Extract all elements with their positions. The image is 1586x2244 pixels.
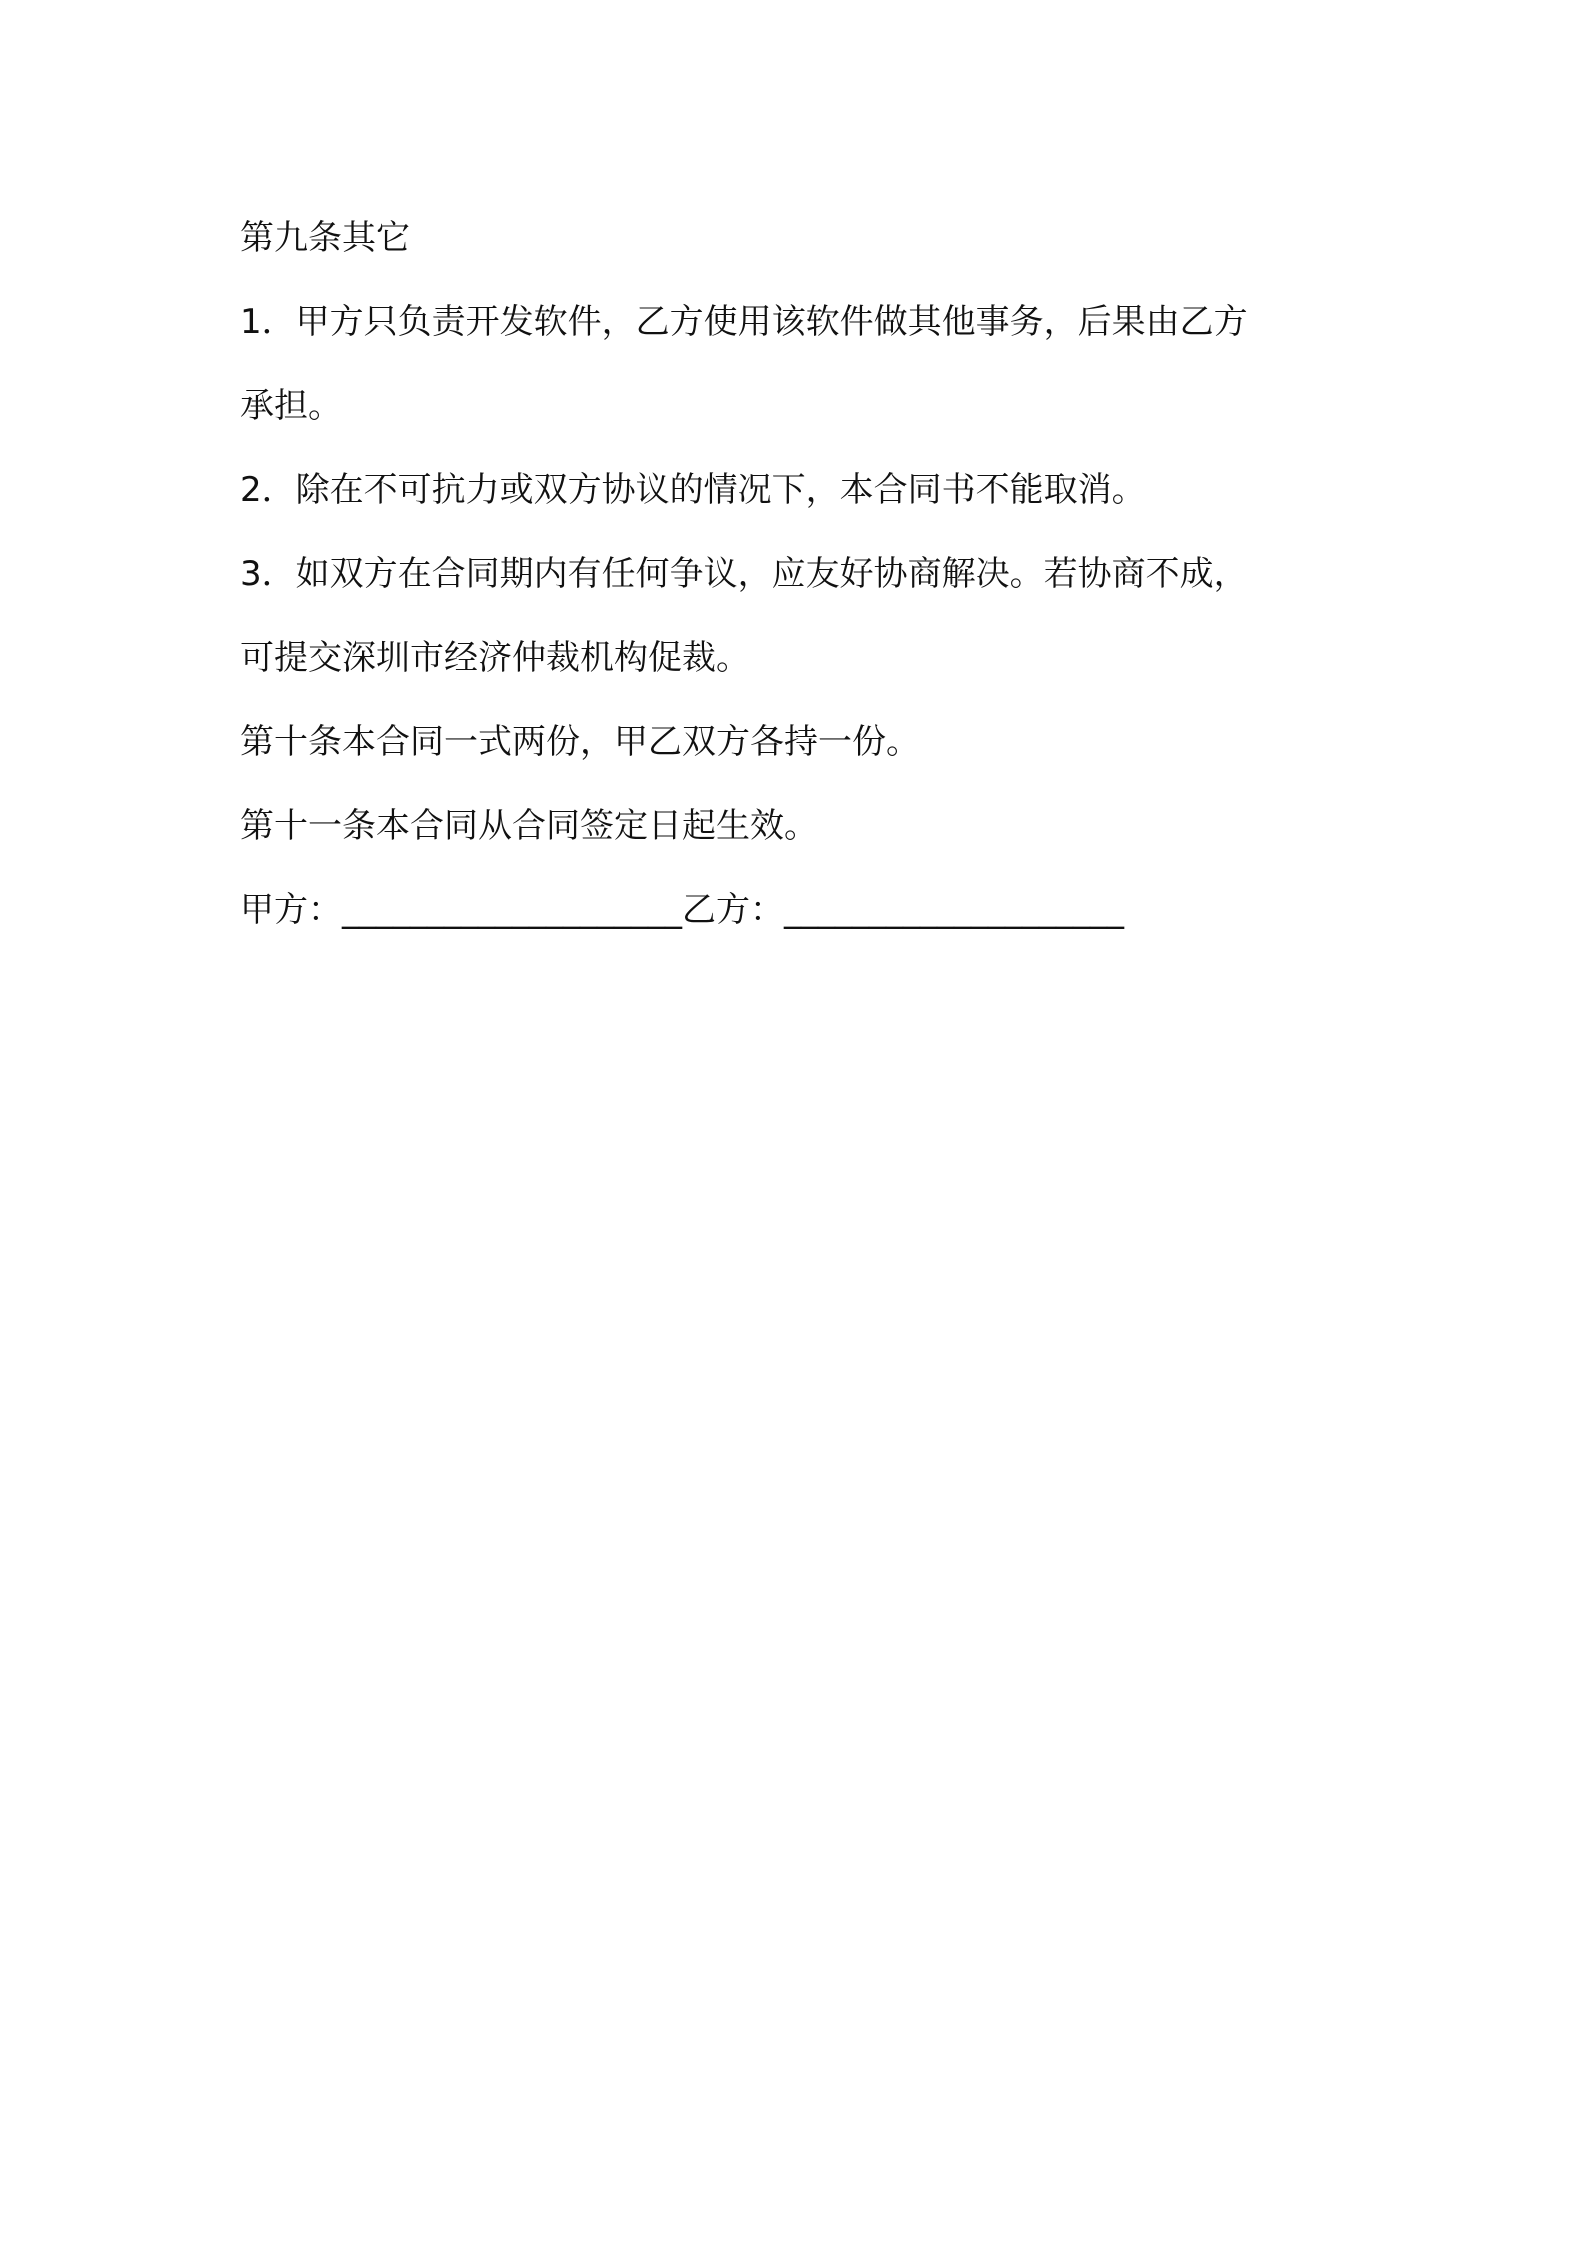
- article-10: 第十条本合同一式两份，甲乙双方各持一份。: [240, 722, 920, 762]
- article-9-heading: 第九条其它: [240, 218, 410, 258]
- article-9-clause-1-line-2: 承担。: [240, 386, 342, 426]
- article-9-clause-3-line-1: 3．如双方在合同期内有任何争议，应友好协商解决。若协商不成，: [240, 554, 1248, 594]
- party-a-label: 甲方：: [240, 890, 342, 930]
- article-9-clause-1-line-1: 1．甲方只负责开发软件，乙方使用该软件做其他事务，后果由乙方: [240, 302, 1248, 342]
- article-11: 第十一条本合同从合同签定日起生效。: [240, 806, 818, 846]
- article-9-clause-2: 2．除在不可抗力或双方协议的情况下，本合同书不能取消。: [240, 470, 1146, 510]
- article-9-clause-3-line-2: 可提交深圳市经济仲裁机构促裁。: [240, 638, 750, 678]
- party-b-label: 乙方：: [682, 890, 784, 930]
- party-a-signature-blank: ____________________: [342, 890, 682, 930]
- party-b-signature-blank: ____________________: [784, 890, 1124, 930]
- signature-line: [240, 868, 1360, 952]
- contract-body: [240, 196, 1360, 952]
